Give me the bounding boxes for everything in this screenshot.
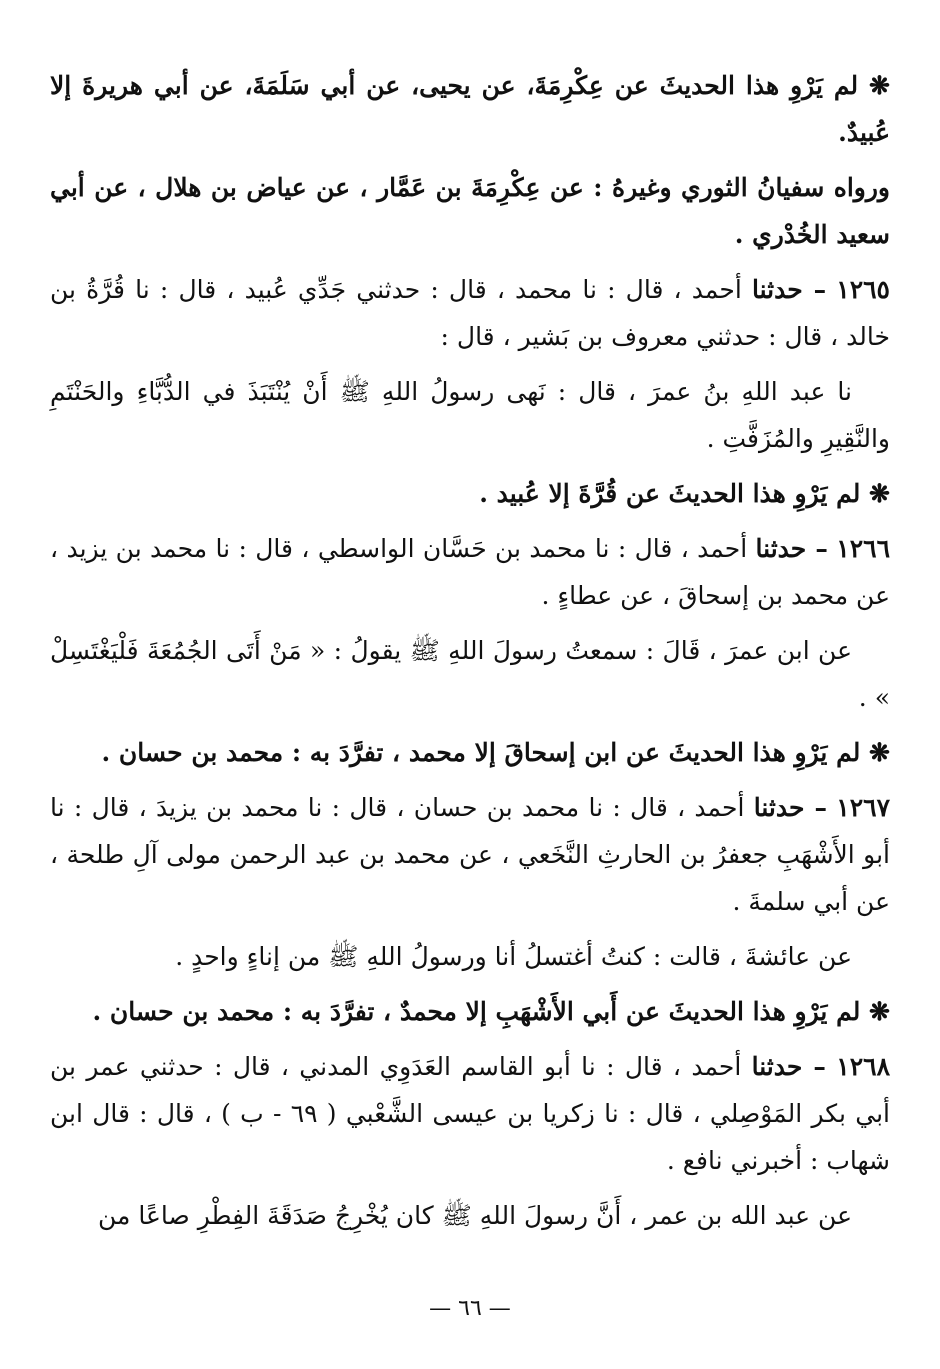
isnad-text: أحمد ، قال : نا محمد ، قال : حدثني جَدِّي عُبيد ، قال : نا قُرَّةُ بن خالد ، قال : حدثني معروف بن بَشير ، قال : — [50, 275, 890, 351]
narration-note: ❋ لم يَرْوِ هذا الحديثَ عن ابن إسحاقَ إلا محمد ، تفرَّدَ به : محمد بن حسان . — [101, 738, 890, 767]
hadith-isnad — [50, 525, 890, 619]
hadith-lead-word: – حدثنا — [753, 793, 827, 822]
hadith-number: ١٢٦٦ — [836, 534, 890, 563]
narration-note: ❋ لم يَرْوِ هذا الحديثَ عن أَبي الأَشْهَبِ إلا محمدٌ ، تفرَّدَ به : محمد بن حسان . — [92, 997, 890, 1026]
hadith-lead-word: – حدثنا — [755, 534, 828, 563]
isnad-text: أحمد ، قال : نا محمد بن حَسَّان الواسطي ، قال : نا محمد بن يزيد ، عن محمد بن إسحاقَ ، عن عطاءٍ . — [50, 534, 890, 610]
isnad-text: أحمد ، قال : نا أبو القاسم العَدَوِي المدني ، قال : حدثني عمر بن أبي بكر المَوْصِلي ، قال : نا زكريا بن عيسى الشَّعْبي ( ٦٩ - ب ) ، قال : قال ابن شهاب : أخبرني نافع . — [50, 1052, 890, 1175]
hadith-isnad — [50, 1043, 890, 1184]
narration-note: ورواه سفيانُ الثوري وغيرهُ : عن عِكْرِمَةَ بن عَمَّار ، عن عياض بن هلال ، عن أبي سعيد الخُدْري . — [50, 173, 890, 249]
hadith-matn: عن ابن عمرَ ، قَالَ : سمعتُ رسولَ اللهِ ﷺ يقولُ : « مَنْ أَتَى الجُمُعَةَ فَلْيَغْتَسِلْ » . — [50, 636, 890, 712]
hadith-number: ١٢٦٥ — [836, 275, 890, 304]
hadith-isnad — [50, 266, 890, 360]
page-body — [50, 62, 890, 1247]
hadith-number: ١٢٦٨ — [836, 1052, 890, 1081]
narration-note: ❋ لم يَرْوِ هذا الحديثَ عن عِكْرِمَةَ، عن يحيى، عن أبي سَلَمَةَ، عن أبي هريرةَ إلا عُبيدٌ. — [50, 71, 890, 147]
hadith-matn: نا عبد اللهِ بنُ عمرَ ، قال : نَهى رسولُ اللهِ ﷺ أَنْ يُنْتَبَذَ في الدُّبَّاءِ والحَنْتَمِ والنَّقِيرِ والمُزَفَّتِ . — [50, 377, 890, 453]
hadith-lead-word: – حدثنا — [751, 1052, 826, 1081]
hadith-number: ١٢٦٧ — [836, 793, 890, 822]
hadith-matn: عن عبد الله بن عمر ، أَنَّ رسولَ اللهِ ﷺ كان يُخْرِجُ صَدَقَةَ الفِطْرِ صاعًا من — [98, 1201, 852, 1230]
hadith-lead-word: – حدثنا — [751, 275, 827, 304]
narration-note: ❋ لم يَرْوِ هذا الحديثَ عن قُرَّةَ إلا عُبيد . — [479, 479, 890, 508]
page-number: — ٦٦ — — [429, 1296, 511, 1321]
hadith-isnad — [50, 784, 890, 925]
isnad-text: أحمد ، قال : نا محمد بن حسان ، قال : نا محمد بن يزيدَ ، قال : نا أبو الأَشْهَبِ جعفرُ بن الحارثِ النَّخَعي ، عن محمد بن عبد الرحمن مولى آلِ طلحة ، عن أبي سلمةَ . — [50, 793, 890, 916]
hadith-matn: عن عائشةَ ، قالت : كنتُ أغتسلُ أنا ورسولُ اللهِ ﷺ من إناءٍ واحدٍ . — [175, 942, 852, 971]
